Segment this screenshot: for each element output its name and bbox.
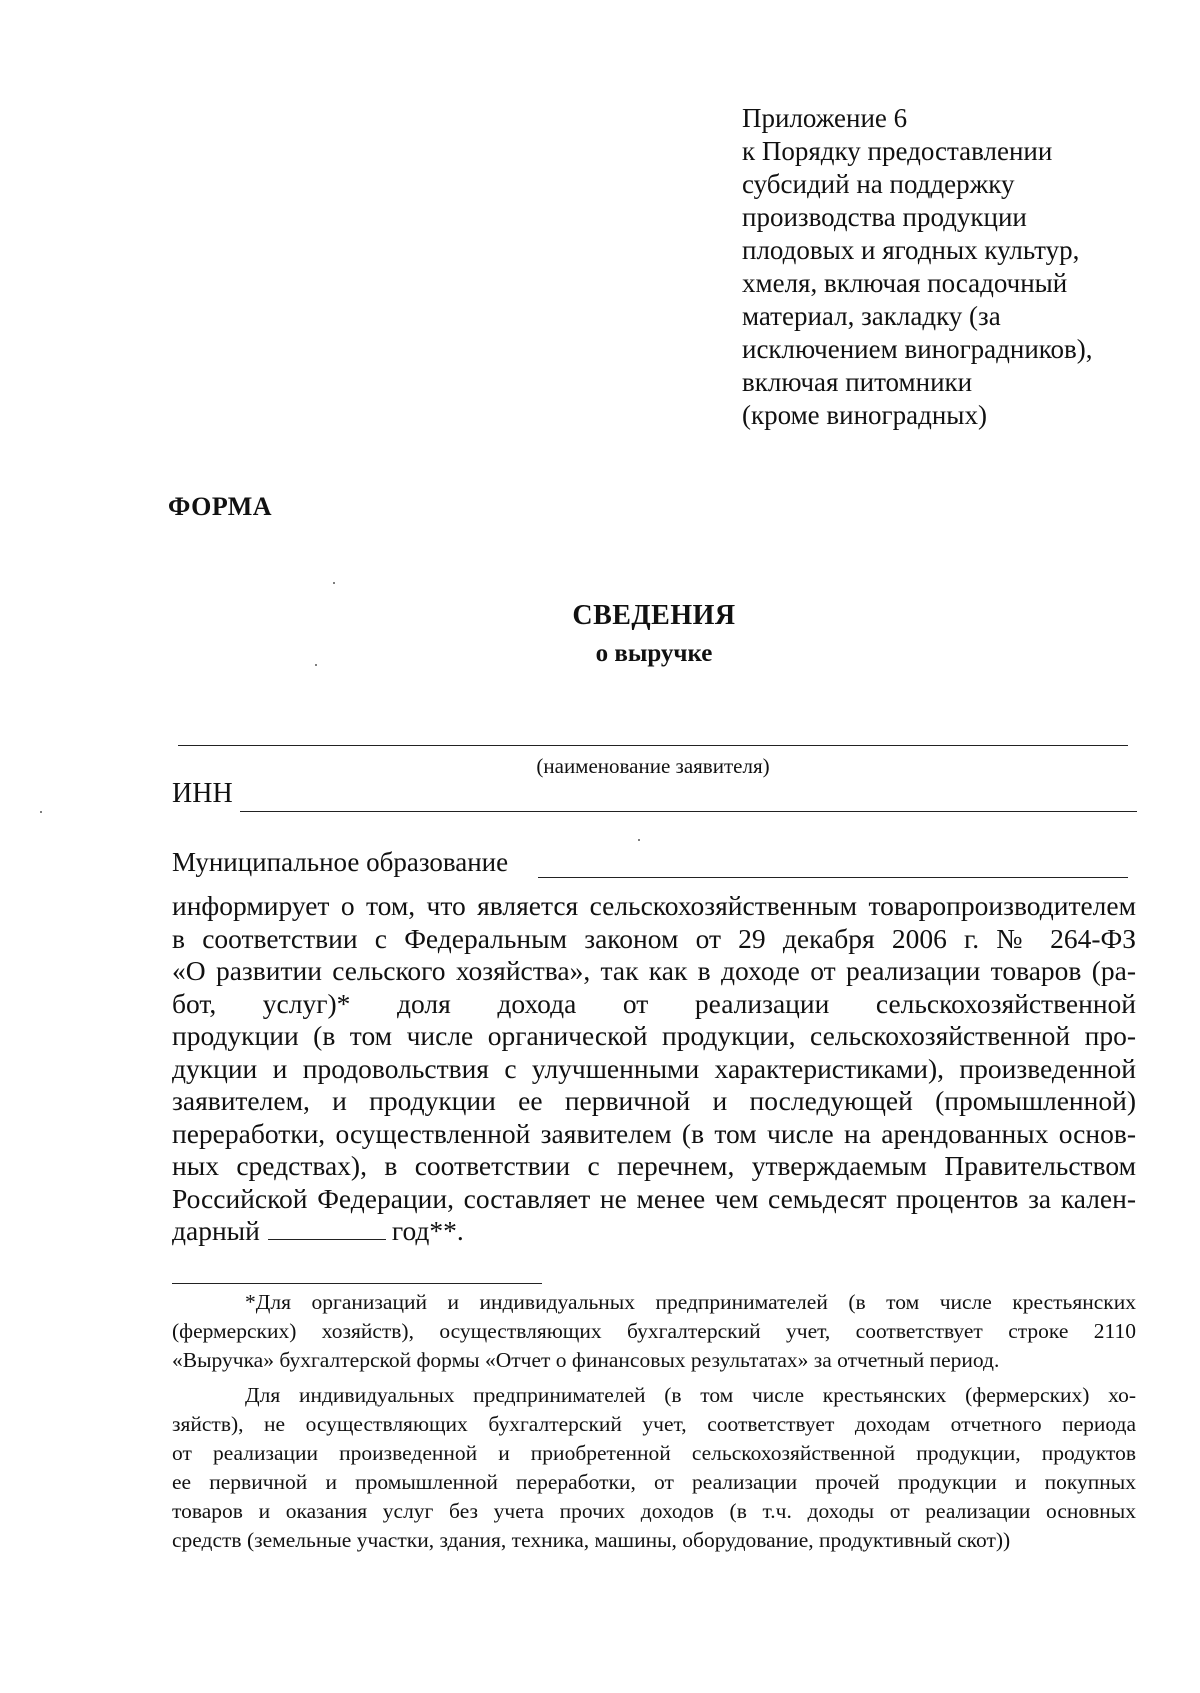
footnote-line: *Для организаций и индивидуальных предпринимателей (в том числе крестьянских: [245, 1290, 1136, 1314]
footnote-line: средств (земельные участки, здания, техника, машины, оборудование, продуктивный скот)): [172, 1528, 1011, 1552]
statement-line: Российской Федерации, составляет не менее чем семьдесят процентов за кален-: [172, 1182, 1136, 1214]
municipality-field[interactable]: [538, 877, 1128, 878]
appendix-line: Приложение 6: [742, 103, 908, 133]
form-label: ФОРМА: [168, 492, 273, 521]
statement-text: год**.: [391, 1215, 464, 1246]
footnote-line: (фермерских) хозяйств), осуществляющих бухгалтерский учет, соответствует строке 2110: [172, 1319, 1136, 1343]
document-subtitle: о выручке: [595, 640, 713, 667]
document-title: СВЕДЕНИЯ: [572, 600, 736, 631]
footnote-divider: [172, 1283, 542, 1284]
inn-label: ИНН: [172, 778, 233, 809]
statement-line: в соответствии с Федеральным законом от 29 декабря 2006 г. № 264-ФЗ: [172, 922, 1136, 954]
statement-line: переработки, осуществленной заявителем (в том числе на арендованных основ-: [172, 1117, 1136, 1149]
statement-line: продукции (в том числе органической продукции, сельскохозяйственной про-: [172, 1020, 1136, 1051]
footnote-line: от реализации произведенной и приобретенной сельскохозяйственной продукции, продуктов: [172, 1441, 1136, 1465]
appendix-line: хмеля, включая посадочный: [742, 268, 1068, 298]
year-field[interactable]: [268, 1217, 386, 1240]
scan-speck: [40, 811, 42, 813]
statement-line: информирует о том, что является сельскохозяйственным товаропроизводителем: [172, 890, 1136, 921]
footnote-line: «Выручка» бухгалтерской формы «Отчет о финансовых результатах» за отчетный период.: [172, 1348, 1000, 1372]
appendix-line: (кроме виноградных): [742, 400, 987, 430]
statement-line: заявителем, и продукции ее первичной и последующей (промышленной): [172, 1085, 1136, 1116]
inn-field[interactable]: [240, 811, 1137, 812]
statement-line: дукции и продовольствия с улучшенными характеристиками), произведенной: [172, 1052, 1136, 1084]
appendix-line: включая питомники: [742, 367, 973, 397]
scan-speck: [315, 664, 317, 666]
footnote-line: ее первичной и промышленной переработки, от реализации прочей продукции и покупных: [172, 1470, 1136, 1494]
appendix-line: производства продукции: [742, 202, 1027, 232]
statement-line: ных средствах), в соответствии с перечнем, утверждаемым Правительством: [172, 1150, 1136, 1181]
appendix-note: [742, 102, 1162, 432]
footnote-line: товаров и оказания услуг без учета прочих доходов (в т.ч. доходы от реализации основных: [172, 1499, 1136, 1523]
statement-line: бот, услуг)* доля дохода от реализации сельскохозяйственной: [172, 987, 1136, 1019]
appendix-line: плодовых и ягодных культур,: [742, 235, 1080, 265]
appendix-line: материал, закладку (за: [742, 301, 1001, 331]
footnote-line: Для индивидуальных предпринимателей (в том числе крестьянских (фермерских) хо-: [245, 1383, 1136, 1407]
appendix-line: исключением виноградников),: [742, 334, 1093, 364]
applicant-name-caption: (наименование заявителя): [536, 754, 770, 778]
statement-text: дарный: [172, 1215, 260, 1246]
footnote-line: зяйств), не осуществляющих бухгалтерский учет, соответствует доходам отчетного периода: [172, 1412, 1136, 1436]
footnotes: [172, 1288, 1136, 1555]
statement-line: «О развитии сельского хозяйства», так как в доходе от реализации товаров (ра-: [172, 955, 1136, 986]
municipality-label: Муниципальное образование: [172, 847, 509, 877]
scan-speck: [333, 582, 335, 584]
appendix-line: субсидий на поддержку: [742, 169, 1015, 199]
statement-paragraph: [172, 890, 1136, 1248]
statement-last-line: [172, 1215, 1136, 1248]
appendix-line: к Порядку предоставлении: [742, 136, 1053, 166]
scan-speck: [638, 839, 640, 841]
applicant-name-field[interactable]: [178, 745, 1128, 746]
